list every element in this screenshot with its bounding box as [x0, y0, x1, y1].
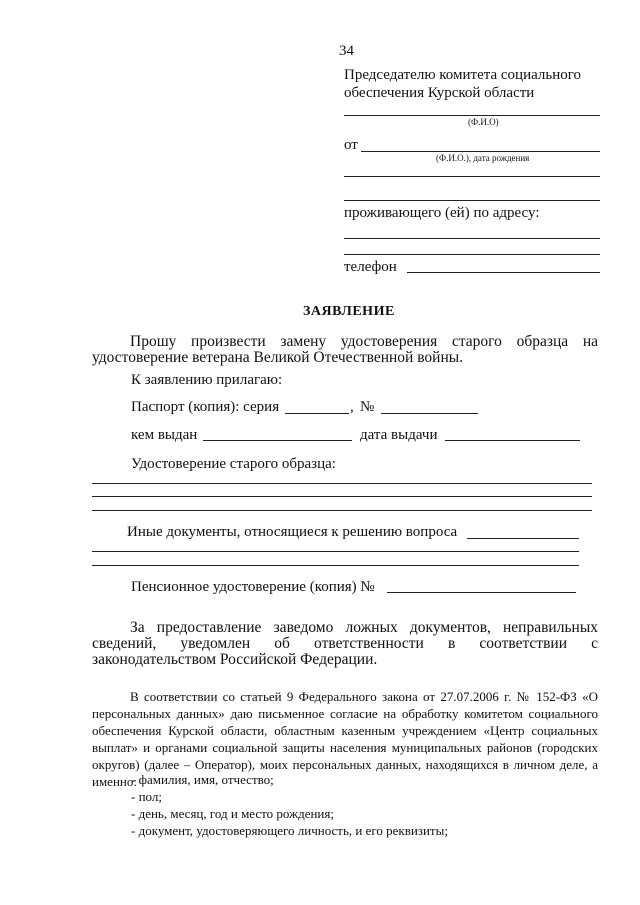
from-line-2[interactable] — [344, 176, 600, 177]
warning-paragraph: За предоставление заведомо ложных документов, неправильных сведений, уведомлен об ответственности в соответствии с законодательством Российской Федерации. — [92, 619, 598, 668]
consent-paragraph: В соответствии со статьей 9 Федерального закона от 27.07.2006 г. № 152-ФЗ «О персональных данных» даю письменное согласие на обработку комитетом социального обеспечения Курской области, областным казенным учреждением «Центр социальных выплат» и органами социальной защиты населения муниципальных районов (городских округов) (далее – Оператор), моих персональных данных, находящихся в личном деле, а именно: — [92, 689, 598, 789]
pension-label: Пенсионное удостоверение (копия) № — [131, 579, 375, 595]
old-cert-line-1[interactable] — [92, 483, 592, 484]
issue-date-label: дата выдачи — [360, 427, 438, 443]
list-item-birth: - день, месяц, год и место рождения; — [131, 806, 334, 821]
address-line-1[interactable] — [344, 238, 600, 239]
pension-number-field[interactable] — [387, 592, 576, 593]
from-line-3[interactable] — [344, 200, 600, 201]
list-item-fio: - фамилия, имя, отчество; — [131, 772, 274, 787]
passport-number-field[interactable] — [381, 413, 478, 414]
from-line[interactable] — [361, 151, 600, 152]
page-number: 34 — [339, 43, 354, 59]
list-item-id-document: - документ, удостоверяющего личность, и его реквизиты; — [131, 823, 448, 838]
from-caption: (Ф.И.О.), дата рождения — [436, 153, 530, 163]
other-docs-label: Иные документы, относящиеся к решению вопроса — [127, 524, 458, 540]
old-cert-line-2[interactable] — [92, 496, 592, 497]
issue-date-field[interactable] — [445, 440, 580, 441]
document-title: ЗАЯВЛЕНИЕ — [303, 304, 395, 319]
phone-line[interactable] — [407, 272, 600, 273]
passport-number-sign: № — [360, 399, 375, 415]
phone-label: телефон — [344, 259, 397, 275]
other-docs-line-2[interactable] — [92, 551, 579, 552]
addressee-line-1: Председателю комитета социального — [344, 67, 582, 83]
fio-line[interactable] — [344, 115, 600, 116]
list-item-gender: - пол; — [131, 789, 162, 804]
addressee-line-2: обеспечения Курской области — [344, 85, 535, 101]
address-line-2[interactable] — [344, 254, 600, 255]
fio-caption: (Ф.И.О) — [468, 117, 499, 127]
issued-by-field[interactable] — [203, 440, 352, 441]
attach-label: К заявлению прилагаю: — [131, 372, 283, 388]
address-label: проживающего (ей) по адресу: — [344, 205, 540, 221]
passport-comma: , — [350, 399, 354, 415]
other-docs-field[interactable] — [467, 538, 579, 539]
from-label: от — [344, 137, 358, 153]
passport-label: Паспорт (копия): серия — [131, 399, 280, 415]
old-cert-line-3[interactable] — [92, 510, 592, 511]
issued-by-label: кем выдан — [131, 427, 198, 443]
old-cert-label: Удостоверение старого образца: — [131, 456, 336, 472]
other-docs-line-3[interactable] — [92, 565, 579, 566]
request-paragraph: Прошу произвести замену удостоверения старого образца на удостоверение ветерана Великой Отечественной войны. — [92, 333, 598, 366]
passport-series-field[interactable] — [285, 413, 349, 414]
